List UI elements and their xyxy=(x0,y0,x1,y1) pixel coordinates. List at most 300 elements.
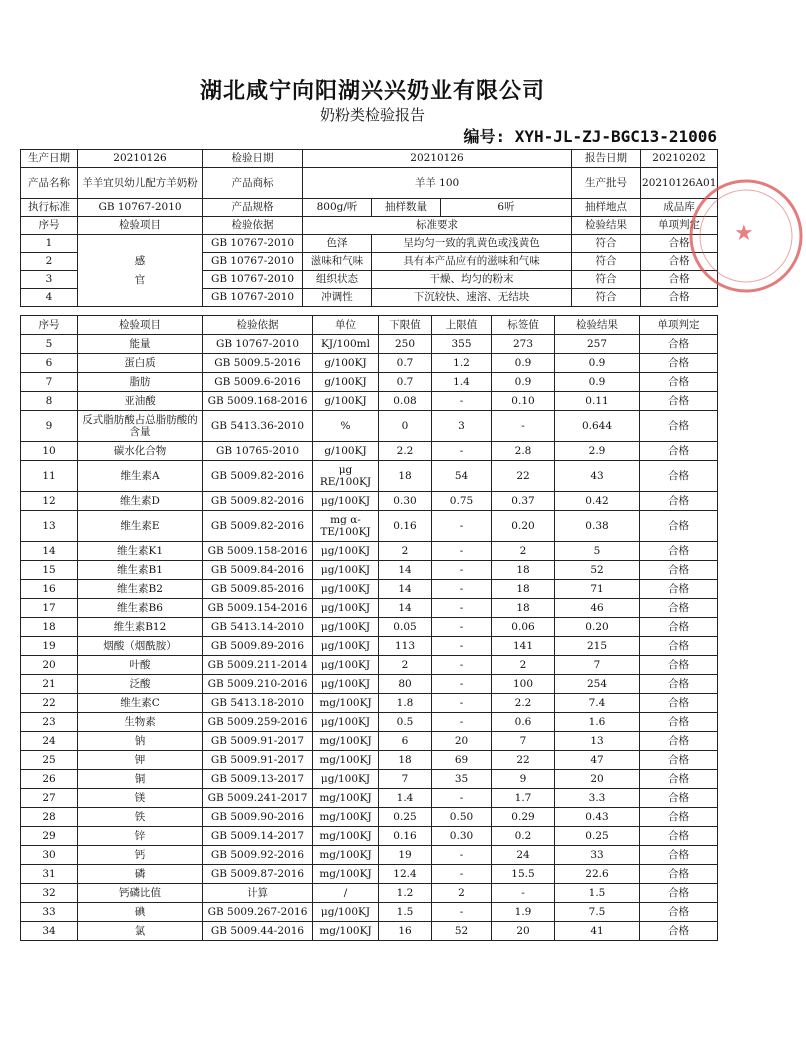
header-cell: 单位 xyxy=(313,316,379,335)
row-no: 23 xyxy=(21,713,78,732)
lower-limit-cell: 12.4 xyxy=(379,865,432,884)
unit-cell: g/100KJ xyxy=(313,354,379,373)
result-cell: 43 xyxy=(555,461,640,492)
lower-limit-cell: 0.25 xyxy=(379,808,432,827)
unit-cell: μg/100KJ xyxy=(313,492,379,511)
row-no: 15 xyxy=(21,561,78,580)
report-title: 奶粉类检验报告 xyxy=(319,106,425,124)
item-cell: 钠 xyxy=(78,732,203,751)
nutrient-header-row xyxy=(21,316,718,335)
row-no: 28 xyxy=(21,808,78,827)
upper-limit-cell: - xyxy=(432,618,492,637)
row-no: 2 xyxy=(21,253,78,271)
verdict-cell: 合格 xyxy=(640,903,718,922)
spec-value: 800g/听 xyxy=(303,199,372,217)
lower-limit-cell: 1.5 xyxy=(379,903,432,922)
table-row xyxy=(21,580,718,599)
standard-label: 执行标准 xyxy=(21,199,78,217)
table-row xyxy=(21,511,718,542)
result-cell: 0.25 xyxy=(555,827,640,846)
result-cell: 20 xyxy=(555,770,640,789)
verdict-cell: 合格 xyxy=(640,618,718,637)
unit-cell: μg/100KJ xyxy=(313,561,379,580)
label-value-cell: 18 xyxy=(492,599,555,618)
unit-cell: μg/100KJ xyxy=(313,618,379,637)
lower-limit-cell: 0.16 xyxy=(379,511,432,542)
verdict-cell: 合格 xyxy=(640,808,718,827)
result-cell: 7 xyxy=(555,656,640,675)
upper-limit-cell: - xyxy=(432,713,492,732)
label-value-cell: 0.06 xyxy=(492,618,555,637)
lower-limit-cell: 14 xyxy=(379,561,432,580)
unit-cell: μg/100KJ xyxy=(313,542,379,561)
header-cell: 标准要求 xyxy=(303,217,572,235)
label-value-cell: 20 xyxy=(492,922,555,941)
verdict-cell: 合格 xyxy=(640,542,718,561)
label-value-cell: 100 xyxy=(492,675,555,694)
sample-qty-label: 抽样数量 xyxy=(372,199,441,217)
result-cell: 0.9 xyxy=(555,373,640,392)
brand-value: 羊羊 100 xyxy=(303,168,572,199)
upper-limit-cell: 0.75 xyxy=(432,492,492,511)
upper-limit-cell: 0.30 xyxy=(432,827,492,846)
company-title: 湖北咸宁向阳湖兴兴奶业有限公司 xyxy=(199,79,545,104)
report-date-label: 报告日期 xyxy=(572,150,641,168)
standard-value: GB 10767-2010 xyxy=(78,199,203,217)
label-value-cell: 18 xyxy=(492,580,555,599)
item-cell: 锌 xyxy=(78,827,203,846)
row-no: 29 xyxy=(21,827,78,846)
label-value-cell: 273 xyxy=(492,335,555,354)
upper-limit-cell: - xyxy=(432,392,492,411)
row-no: 31 xyxy=(21,865,78,884)
upper-limit-cell: 54 xyxy=(432,461,492,492)
result-cell: 22.6 xyxy=(555,865,640,884)
verdict-cell: 合格 xyxy=(640,884,718,903)
item-cell: 亚油酸 xyxy=(78,392,203,411)
lower-limit-cell: 113 xyxy=(379,637,432,656)
upper-limit-cell: - xyxy=(432,442,492,461)
result-cell: 41 xyxy=(555,922,640,941)
table-row xyxy=(21,808,718,827)
lower-limit-cell: 0.16 xyxy=(379,827,432,846)
table-row xyxy=(21,411,718,442)
lower-limit-cell: 0.08 xyxy=(379,392,432,411)
upper-limit-cell: - xyxy=(432,656,492,675)
document-number: 编号: XYH-JL-ZJ-BGC13-21006 xyxy=(463,127,717,146)
table-row xyxy=(21,656,718,675)
basis-cell: GB 5009.154-2016 xyxy=(203,599,313,618)
item-cell: 能量 xyxy=(78,335,203,354)
label-value-cell: 18 xyxy=(492,561,555,580)
label-value-cell: 141 xyxy=(492,637,555,656)
row-no: 26 xyxy=(21,770,78,789)
header-cell: 单项判定 xyxy=(640,316,718,335)
result-cell: 0.11 xyxy=(555,392,640,411)
row-no: 33 xyxy=(21,903,78,922)
verdict-cell: 合格 xyxy=(640,732,718,751)
basis-cell: GB 5009.91-2017 xyxy=(203,732,313,751)
verdict-cell: 合格 xyxy=(640,789,718,808)
item-cell: 烟酸（烟酰胺） xyxy=(78,637,203,656)
verdict-cell: 合格 xyxy=(640,392,718,411)
item-cell: 钙磷比值 xyxy=(78,884,203,903)
sensory-requirement: 具有本产品应有的滋味和气味 xyxy=(372,253,572,271)
row-no: 11 xyxy=(21,461,78,492)
result-cell: 0.644 xyxy=(555,411,640,442)
header-cell: 检验项目 xyxy=(78,217,203,235)
unit-cell: μg RE/100KJ xyxy=(313,461,379,492)
unit-cell: mg α-TE/100KJ xyxy=(313,511,379,542)
nutrient-test-table xyxy=(20,315,718,941)
basis-cell: GB 10767-2010 xyxy=(203,289,303,307)
row-no: 16 xyxy=(21,580,78,599)
item-cell: 泛酸 xyxy=(78,675,203,694)
basis-cell: GB 5009.259-2016 xyxy=(203,713,313,732)
table-row xyxy=(21,618,718,637)
verdict-cell: 合格 xyxy=(640,492,718,511)
result-cell: 52 xyxy=(555,561,640,580)
lower-limit-cell: 16 xyxy=(379,922,432,941)
lower-limit-cell: 7 xyxy=(379,770,432,789)
sensory-requirement: 下沉较快、速溶、无结块 xyxy=(372,289,572,307)
upper-limit-cell: 0.50 xyxy=(432,808,492,827)
lower-limit-cell: 18 xyxy=(379,461,432,492)
unit-cell: μg/100KJ xyxy=(313,656,379,675)
upper-limit-cell: 355 xyxy=(432,335,492,354)
table-row xyxy=(21,335,718,354)
verdict-cell: 合格 xyxy=(640,442,718,461)
basis-cell: GB 5009.82-2016 xyxy=(203,461,313,492)
sensory-requirement: 呈均匀一致的乳黄色或浅黄色 xyxy=(372,235,572,253)
report-date-value: 20210202 xyxy=(641,150,718,168)
table-row xyxy=(21,542,718,561)
result-cell: 47 xyxy=(555,751,640,770)
lower-limit-cell: 80 xyxy=(379,675,432,694)
table-row xyxy=(21,846,718,865)
upper-limit-cell: - xyxy=(432,846,492,865)
result-cell: 1.6 xyxy=(555,713,640,732)
row-no: 8 xyxy=(21,392,78,411)
item-cell: 脂肪 xyxy=(78,373,203,392)
label-value-cell: 2 xyxy=(492,656,555,675)
basis-cell: 计算 xyxy=(203,884,313,903)
item-cell: 维生素K1 xyxy=(78,542,203,561)
unit-cell: mg/100KJ xyxy=(313,732,379,751)
upper-limit-cell: 1.4 xyxy=(432,373,492,392)
item-cell: 反式脂肪酸占总脂肪酸的含量 xyxy=(78,411,203,442)
verdict-cell: 合格 xyxy=(640,335,718,354)
upper-limit-cell: - xyxy=(432,542,492,561)
item-cell: 维生素B2 xyxy=(78,580,203,599)
label-value-cell: 2.8 xyxy=(492,442,555,461)
verdict-cell: 合格 xyxy=(641,289,718,307)
result-cell: 215 xyxy=(555,637,640,656)
upper-limit-cell: 52 xyxy=(432,922,492,941)
table-row xyxy=(21,884,718,903)
basis-cell: GB 5009.44-2016 xyxy=(203,922,313,941)
row-no: 32 xyxy=(21,884,78,903)
prod-date-label: 生产日期 xyxy=(21,150,78,168)
upper-limit-cell: - xyxy=(432,903,492,922)
unit-cell: μg/100KJ xyxy=(313,580,379,599)
table-row xyxy=(21,561,718,580)
result-cell: 2.9 xyxy=(555,442,640,461)
unit-cell: μg/100KJ xyxy=(313,770,379,789)
label-value-cell: - xyxy=(492,411,555,442)
basis-cell: GB 5009.87-2016 xyxy=(203,865,313,884)
label-value-cell: 2 xyxy=(492,542,555,561)
verdict-cell: 合格 xyxy=(640,751,718,770)
basis-cell: GB 5009.5-2016 xyxy=(203,354,313,373)
basis-cell: GB 5009.90-2016 xyxy=(203,808,313,827)
sample-loc-value: 成品库 xyxy=(641,199,718,217)
basis-cell: GB 5009.6-2016 xyxy=(203,373,313,392)
header-cell: 下限值 xyxy=(379,316,432,335)
verdict-cell: 合格 xyxy=(641,253,718,271)
row-no: 13 xyxy=(21,511,78,542)
header-cell: 检验项目 xyxy=(78,316,203,335)
item-cell: 维生素C xyxy=(78,694,203,713)
result-cell: 254 xyxy=(555,675,640,694)
unit-cell: mg/100KJ xyxy=(313,846,379,865)
table-row xyxy=(21,922,718,941)
brand-label: 产品商标 xyxy=(203,168,303,199)
result-cell: 3.3 xyxy=(555,789,640,808)
result-cell: 7.5 xyxy=(555,903,640,922)
lower-limit-cell: 2 xyxy=(379,656,432,675)
header-cell: 检验依据 xyxy=(203,217,303,235)
result-cell: 1.5 xyxy=(555,884,640,903)
result-cell: 符合 xyxy=(572,253,641,271)
item-cell: 维生素B6 xyxy=(78,599,203,618)
lower-limit-cell: 2 xyxy=(379,542,432,561)
header-cell: 序号 xyxy=(21,217,78,235)
item-cell: 铜 xyxy=(78,770,203,789)
row-no: 1 xyxy=(21,235,78,253)
verdict-cell: 合格 xyxy=(640,846,718,865)
label-value-cell: 24 xyxy=(492,846,555,865)
lower-limit-cell: 0.7 xyxy=(379,354,432,373)
row-no: 10 xyxy=(21,442,78,461)
basis-cell: GB 5009.85-2016 xyxy=(203,580,313,599)
row-no: 18 xyxy=(21,618,78,637)
item-cell: 氯 xyxy=(78,922,203,941)
basis-cell: GB 5009.82-2016 xyxy=(203,492,313,511)
verdict-cell: 合格 xyxy=(640,827,718,846)
item-cell: 铁 xyxy=(78,808,203,827)
row-no: 9 xyxy=(21,411,78,442)
label-value-cell: 9 xyxy=(492,770,555,789)
verdict-cell: 合格 xyxy=(640,511,718,542)
lower-limit-cell: 1.2 xyxy=(379,884,432,903)
label-value-cell: - xyxy=(492,884,555,903)
table-row xyxy=(21,675,718,694)
upper-limit-cell: - xyxy=(432,865,492,884)
row-no: 21 xyxy=(21,675,78,694)
lower-limit-cell: 1.8 xyxy=(379,694,432,713)
product-name-label: 产品名称 xyxy=(21,168,78,199)
item-cell: 生物素 xyxy=(78,713,203,732)
item-cell: 镁 xyxy=(78,789,203,808)
lower-limit-cell: 0.05 xyxy=(379,618,432,637)
basis-cell: GB 5009.241-2017 xyxy=(203,789,313,808)
table-row xyxy=(21,373,718,392)
table-row xyxy=(21,827,718,846)
upper-limit-cell: 20 xyxy=(432,732,492,751)
verdict-cell: 合格 xyxy=(640,656,718,675)
unit-cell: g/100KJ xyxy=(313,442,379,461)
basis-cell: GB 10765-2010 xyxy=(203,442,313,461)
item-cell: 碳水化合物 xyxy=(78,442,203,461)
unit-cell: g/100KJ xyxy=(313,392,379,411)
table-row xyxy=(21,637,718,656)
sensory-group-char: 感 xyxy=(134,255,146,268)
verdict-cell: 合格 xyxy=(640,865,718,884)
basis-cell: GB 10767-2010 xyxy=(203,335,313,354)
table-row xyxy=(21,694,718,713)
lower-limit-cell: 14 xyxy=(379,580,432,599)
table-row xyxy=(21,392,718,411)
verdict-cell: 合格 xyxy=(640,770,718,789)
verdict-cell: 合格 xyxy=(640,637,718,656)
lower-limit-cell: 14 xyxy=(379,599,432,618)
basis-cell: GB 5413.18-2010 xyxy=(203,694,313,713)
item-cell: 维生素E xyxy=(78,511,203,542)
label-value-cell: 0.6 xyxy=(492,713,555,732)
sensory-group-label xyxy=(78,235,203,307)
upper-limit-cell: - xyxy=(432,789,492,808)
item-cell: 钙 xyxy=(78,846,203,865)
row-no: 12 xyxy=(21,492,78,511)
unit-cell: g/100KJ xyxy=(313,373,379,392)
result-cell: 33 xyxy=(555,846,640,865)
verdict-cell: 合格 xyxy=(640,411,718,442)
verdict-cell: 合格 xyxy=(641,271,718,289)
item-cell: 维生素B12 xyxy=(78,618,203,637)
verdict-cell: 合格 xyxy=(640,373,718,392)
verdict-cell: 合格 xyxy=(640,561,718,580)
row-no: 4 xyxy=(21,289,78,307)
label-value-cell: 0.9 xyxy=(492,354,555,373)
table-row xyxy=(21,235,718,253)
upper-limit-cell: - xyxy=(432,694,492,713)
verdict-cell: 合格 xyxy=(641,235,718,253)
sensory-item: 冲调性 xyxy=(303,289,372,307)
label-value-cell: 0.9 xyxy=(492,373,555,392)
verdict-cell: 合格 xyxy=(640,922,718,941)
upper-limit-cell: - xyxy=(432,561,492,580)
test-date-label: 检验日期 xyxy=(203,150,303,168)
sensory-item: 滋味和气味 xyxy=(303,253,372,271)
basis-cell: GB 5413.36-2010 xyxy=(203,411,313,442)
row-no: 14 xyxy=(21,542,78,561)
result-cell: 0.43 xyxy=(555,808,640,827)
header-cell: 单项判定 xyxy=(641,217,718,235)
upper-limit-cell: - xyxy=(432,580,492,599)
upper-limit-cell: - xyxy=(432,675,492,694)
unit-cell: μg/100KJ xyxy=(313,713,379,732)
unit-cell: % xyxy=(313,411,379,442)
batch-value: 20210126A01 xyxy=(641,168,718,199)
label-value-cell: 0.29 xyxy=(492,808,555,827)
label-value-cell: 0.2 xyxy=(492,827,555,846)
prod-date-value: 20210126 xyxy=(78,150,203,168)
result-cell: 257 xyxy=(555,335,640,354)
basis-cell: GB 5009.14-2017 xyxy=(203,827,313,846)
row-no: 7 xyxy=(21,373,78,392)
basis-cell: GB 5009.91-2017 xyxy=(203,751,313,770)
lower-limit-cell: 0 xyxy=(379,411,432,442)
basis-cell: GB 5009.267-2016 xyxy=(203,903,313,922)
result-cell: 0.38 xyxy=(555,511,640,542)
unit-cell: mg/100KJ xyxy=(313,808,379,827)
verdict-cell: 合格 xyxy=(640,599,718,618)
table-row xyxy=(21,461,718,492)
table-row xyxy=(21,789,718,808)
basis-cell: GB 5009.158-2016 xyxy=(203,542,313,561)
item-cell: 蛋白质 xyxy=(78,354,203,373)
result-cell: 46 xyxy=(555,599,640,618)
unit-cell: μg/100KJ xyxy=(313,675,379,694)
row-no: 20 xyxy=(21,656,78,675)
row-no: 34 xyxy=(21,922,78,941)
label-value-cell: 22 xyxy=(492,461,555,492)
table-row xyxy=(21,442,718,461)
item-cell: 维生素D xyxy=(78,492,203,511)
unit-cell: mg/100KJ xyxy=(313,789,379,808)
basis-cell: GB 10767-2010 xyxy=(203,235,303,253)
product-name-value: 羊羊宜贝幼儿配方羊奶粉 xyxy=(78,168,203,199)
lower-limit-cell: 250 xyxy=(379,335,432,354)
result-cell: 71 xyxy=(555,580,640,599)
row-no: 17 xyxy=(21,599,78,618)
test-date-value: 20210126 xyxy=(303,150,572,168)
sensory-group-char: 官 xyxy=(134,273,146,286)
row-no: 25 xyxy=(21,751,78,770)
table-row xyxy=(21,903,718,922)
basis-cell: GB 5009.211-2014 xyxy=(203,656,313,675)
row-no: 6 xyxy=(21,354,78,373)
label-value-cell: 7 xyxy=(492,732,555,751)
verdict-cell: 合格 xyxy=(640,354,718,373)
basis-cell: GB 10767-2010 xyxy=(203,253,303,271)
upper-limit-cell: 69 xyxy=(432,751,492,770)
result-cell: 0.42 xyxy=(555,492,640,511)
item-cell: 磷 xyxy=(78,865,203,884)
basis-cell: GB 5413.14-2010 xyxy=(203,618,313,637)
table-row xyxy=(21,713,718,732)
header-cell: 上限值 xyxy=(432,316,492,335)
row-no: 27 xyxy=(21,789,78,808)
table-row xyxy=(21,354,718,373)
header-cell: 检验结果 xyxy=(555,316,640,335)
item-cell: 维生素A xyxy=(78,461,203,492)
item-cell: 钾 xyxy=(78,751,203,770)
svg-text:★: ★ xyxy=(734,221,754,246)
label-value-cell: 1.7 xyxy=(492,789,555,808)
basis-cell: GB 5009.92-2016 xyxy=(203,846,313,865)
lower-limit-cell: 2.2 xyxy=(379,442,432,461)
sensory-requirement: 干燥、均匀的粉末 xyxy=(372,271,572,289)
basis-cell: GB 10767-2010 xyxy=(203,271,303,289)
row-no: 30 xyxy=(21,846,78,865)
lower-limit-cell: 6 xyxy=(379,732,432,751)
lower-limit-cell: 0.30 xyxy=(379,492,432,511)
row-no: 5 xyxy=(21,335,78,354)
unit-cell: mg/100KJ xyxy=(313,751,379,770)
company-seal xyxy=(686,176,806,296)
